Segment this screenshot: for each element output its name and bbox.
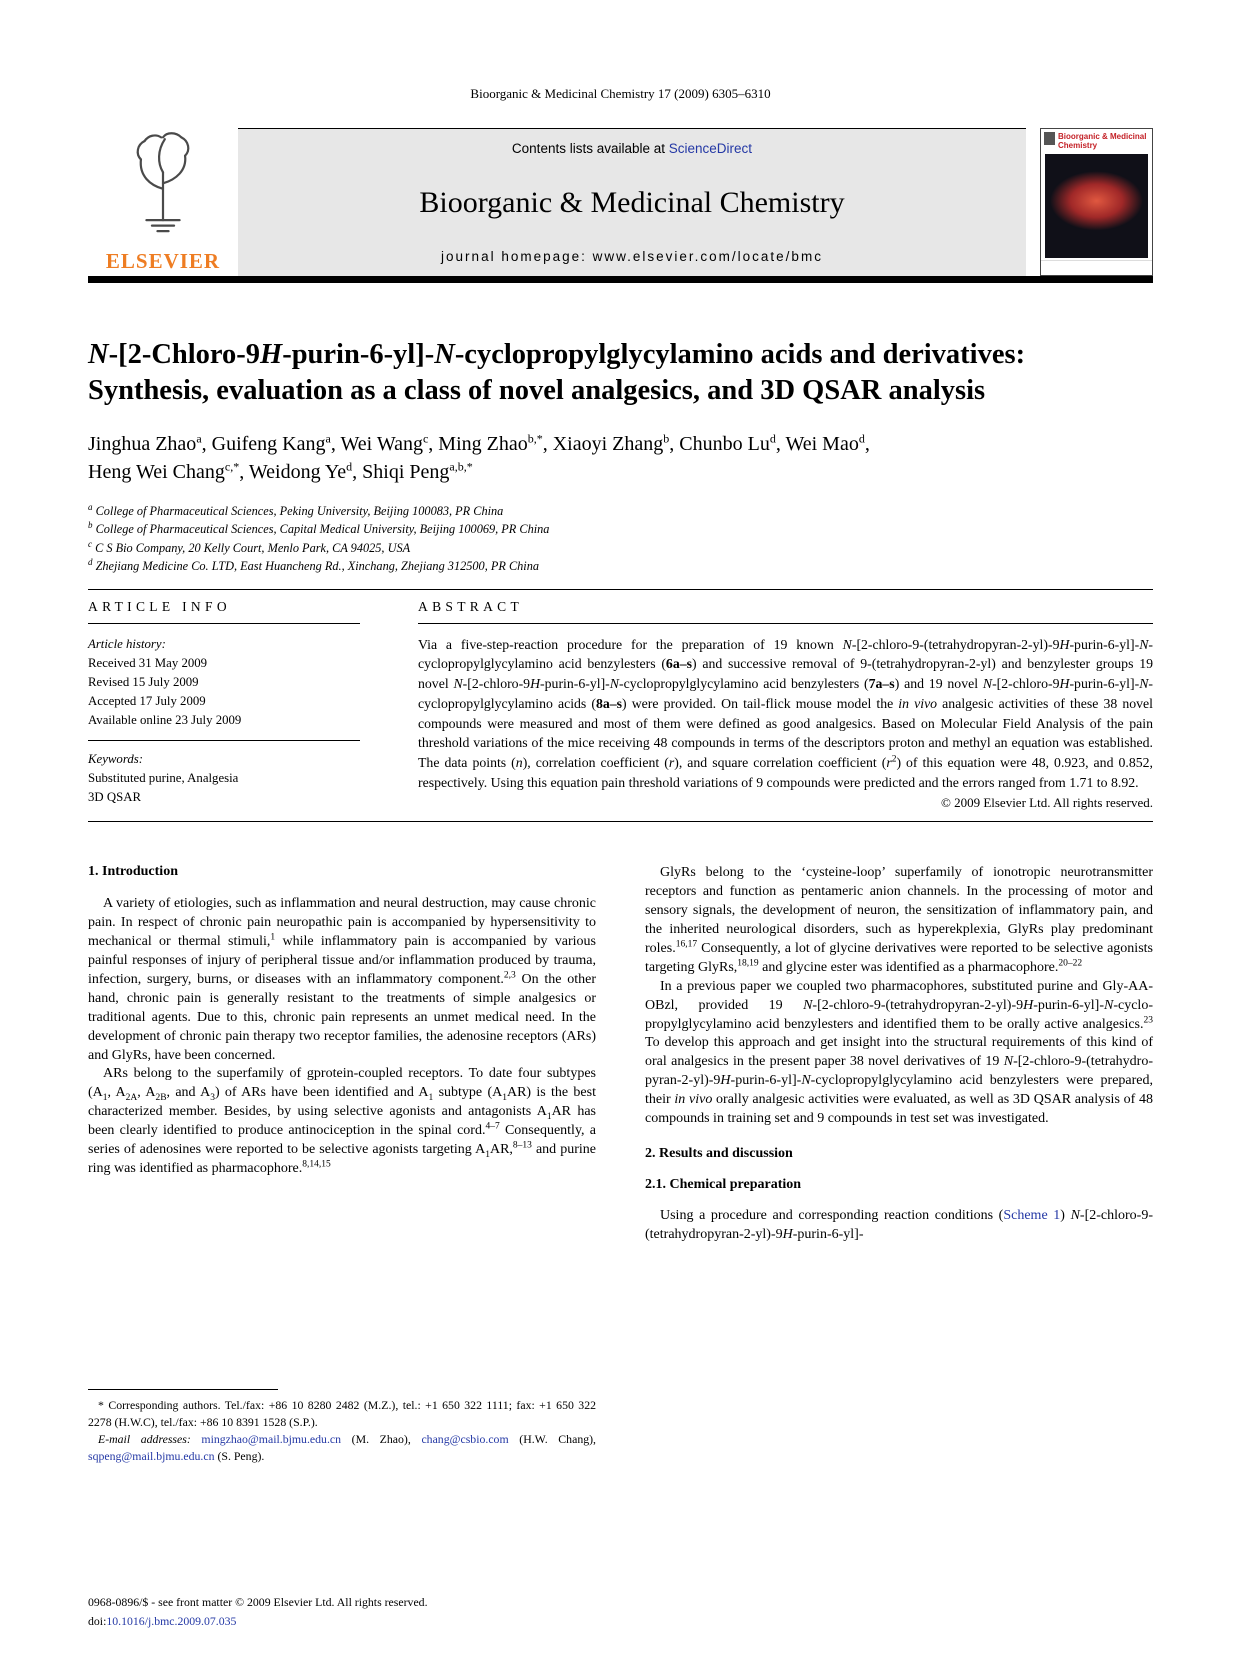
- issn-line: 0968-0896/$ - see front matter © 2009 Elsevier Ltd. All rights reserved.: [88, 1595, 428, 1610]
- article-info-column: [88, 590, 360, 812]
- left-column: [88, 864, 596, 1464]
- affiliation-item: $^b$ College of Pharmaceutical Sciences, Capital Medical University, Beijing 100069, PR China: [88, 520, 550, 537]
- elsevier-logo: [88, 128, 238, 276]
- affiliation-item: $^d$ Zhejiang Medicine Co. LTD, East Huancheng Rd., Xinchang, Zhejiang 312500, PR China: [88, 557, 540, 574]
- affiliation-item: $^c$ C S Bio Company, 20 Kelly Court, Menlo Park, CA 94025, USA: [88, 538, 411, 555]
- footnote-emails: E-mail addresses: mingzhao@mail.bjmu.edu.cn (M. Zhao), chang@csbio.com (H.W. Chang), sqpeng@mail.bjmu.edu.cn (S. Peng).: [88, 1431, 596, 1463]
- history-item: Received 31 May 2009: [88, 655, 208, 670]
- abstract-text: Via a five-step-reaction procedure for the preparation of 19 known N-[2-chloro-9-(tetrahydropyran-2-yl)-9H-purin-6-yl]-N-cyclopropylglycylamino acid benzylesters (6a–s) and successive removal of 9-(tetrahydropyran-2-yl) and benzylester groups 19 novel N-[2-chloro-9H-purin-6-yl]-N-cyclopropylglycylamino acid benzylesters (7a–s) and 19 novel N-[2-chloro-9H-purin-6-yl]-N-cyclopropylglycylamino acids (8a–s) were provided. On tail-flick mouse model the in vivo analgesic activities of these 38 novel compounds were measured and most of them were defined as good analgesics. Based on Molecular Field Analysis of the pain threshold variations of the mice receiving 48 compounds in terms of the descriptors proton and methyl an equation was established. The data points (n), correlation coefficient (r), and square correlation coefficient $(r^2)$ of this equation were 48, 0.923, and 0.852, respectively. Using this equation pain threshold variations of 9 compounds were predicted and the errors ranged from 1.71 to 8.92.: [418, 636, 1153, 790]
- header-divider: [88, 276, 1153, 283]
- right-column: [645, 864, 1153, 1464]
- inline-link[interactable]: 10.1016/j.bmc.2009.07.035: [106, 1613, 237, 1628]
- cover-logo-icon: [1044, 132, 1055, 145]
- article-title: [88, 337, 1153, 410]
- sciencedirect-link[interactable]: ScienceDirect: [668, 141, 753, 156]
- cover-art-image: [1045, 154, 1148, 258]
- history-item: Revised 15 July 2009: [88, 675, 199, 690]
- keywords-block: [88, 750, 360, 808]
- body-paragraph: GlyRs belong to the ‘cysteine-loop’ superfamily of ionotropic neurotransmitter receptors and function as pentameric anion channels. In the processing of motor and sensory signals, the development of neuron, the sensitization of inflammatory pain, and the inherited neurological disorders, such as hyperekplexia, GlyRs play predominant roles.$^{16,17}$ Consequently, a lot of glycine derivatives were reported to be selective agonists targeting GlyRs,$^{18,19}$ and glycine ester was identified as a pharmacophore.$^{20-22}$: [645, 865, 1153, 975]
- article-title-line2: Synthesis, evaluation as a class of novel analgesics, and 3D QSAR analysis: [88, 375, 986, 407]
- affiliations: [88, 502, 1153, 576]
- section-divider-bottom: [88, 821, 1153, 822]
- keywords-label: Keywords:: [88, 751, 143, 766]
- author-list: Jinghua Zhao$^a$, Guifeng Kang$^a$, Wei Wang$^c$, Ming Zhao$^{b,*}$, Xiaoyi Zhang$^b$, Chunbo Lu$^d$, Wei Mao$^d$, Heng Wei Chang$^{c,*}$, Weidong Ye$^d$, Shiqi Peng$^{a,b,*}$: [88, 431, 870, 483]
- history-item: Available online 23 July 2009: [88, 713, 242, 728]
- keyword-item: 3D QSAR: [88, 790, 141, 804]
- article-title-line1: N-[2-Chloro-9H-purin-6-yl]-N-cyclopropylglycylamino acids and derivatives:: [88, 339, 1026, 370]
- body-paragraph: Using a procedure and corresponding reaction conditions (Scheme 1) N-[2-chloro-9-(tetrahydropyran-2-yl)-9H-purin-6-yl]-: [645, 1207, 1153, 1242]
- article-info-heading: ARTICLE INFO: [88, 590, 360, 624]
- history-keywords-divider: [88, 740, 360, 741]
- article-history-block: [88, 635, 360, 731]
- footnote: [88, 1379, 596, 1464]
- intro-heading: 1. Introduction: [88, 864, 178, 880]
- history-item: Accepted 17 July 2009: [88, 694, 206, 709]
- footnote-corresponding: * Corresponding authors. Tel./fax: +86 10 8280 2482 (M.Z.), tel.: +1 650 322 1111; fax: +1 650 322 2278 (H.W.C), tel./fax: +86 10 8391 1528 (S.P.).: [88, 1398, 596, 1430]
- cover-header: [1041, 129, 1152, 152]
- inline-link[interactable]: chang@csbio.com: [421, 1431, 509, 1446]
- info-abstract-section: [88, 590, 1153, 812]
- elsevier-wordmark: ELSEVIER: [105, 249, 221, 273]
- journal-cover-thumbnail: [1040, 128, 1153, 276]
- abstract-column: [418, 590, 1153, 812]
- footnote-divider: [88, 1389, 278, 1390]
- affiliation-item: $^a$ College of Pharmaceutical Sciences, Peking University, Beijing 100083, PR China: [88, 501, 504, 518]
- chem-preparation-heading: 2.1. Chemical preparation: [645, 1176, 802, 1192]
- inline-link[interactable]: Scheme 1: [1003, 1207, 1061, 1223]
- doi-line: doi:10.1016/j.bmc.2009.07.035: [88, 1613, 237, 1628]
- journal-header: [88, 128, 1153, 276]
- journal-name: Bioorganic & Medicinal Chemistry: [419, 185, 845, 219]
- contents-prefix: Contents lists available at: [511, 141, 666, 156]
- inline-link[interactable]: sqpeng@mail.bjmu.edu.cn: [88, 1448, 215, 1463]
- body-paragraph: In a previous paper we coupled two pharmacophores, substituted purine and Gly-AA-OBzl, provided 19 N-[2-chloro-9-(tetrahydropyran-2-yl)-9H-purin-6-yl]-N-cyclo-propylglycylamino acid benzylesters and identified them to be orally active analgesics.$^{23}$ To develop this approach and get insight into the structural requirements of this kind of oral analgesics in the present paper 38 novel derivatives of 19 N-[2-chloro-9-(tetrahydro-pyran-2-yl)-9H-purin-6-yl]-N-cyclopropylglycylamino acid benzylesters were prepared, their in vivo orally analgesic activities were evaluated, as well as 3D QSAR analysis of 48 compounds in training set and 9 compounds in test set was investigated.: [645, 978, 1153, 1127]
- journal-banner: [238, 128, 1026, 276]
- inline-link[interactable]: mingzhao@mail.bjmu.edu.cn: [201, 1431, 342, 1446]
- body-paragraph: A variety of etiologies, such as inflammation and neural destruction, may cause chronic pain. In respect of chronic pain neuropathic pain is accompanied by hypersensitivity to mechanical or thermal stimuli,$^1$ while inflammatory pain is accompanied by various painful responses of injury of peripheral tissue and/or inflammation produced by trauma, infection, surgery, burns, or diseases with an inflammatory component.$^{2,3}$ On the other hand, chronic pain is generally resistant to the treatments of simple analgesics or traditional agents. Due to this, chronic pain represents an unmet medical need. In the development of chronic pain therapy two receptor families, the adenosine receptors (ARs) and GlyRs, have been concerned.: [88, 896, 597, 1063]
- abstract-heading: ABSTRACT: [418, 590, 1153, 624]
- copyright-line: © 2009 Elsevier Ltd. All rights reserved.: [940, 795, 1153, 811]
- journal-citation: Bioorganic & Medicinal Chemistry 17 (2009) 6305–6310: [470, 86, 771, 101]
- body-paragraph: ARs belong to the superfamily of gprotein-coupled receptors. To date four subtypes ($A_1$, $A_{2A}$, $A_{2B}$, and $A_3$) of ARs have been identified and $A_1$ subtype $(A_1AR)$ is the best characterized member. Besides, by using selective agonists and antagonists $A_1AR$ has been clearly identified to produce antinociception in the spinal cord.$^{4-7}$ Consequently, a series of adenosines were reported to be selective agonists targeting $A_1AR,^{8-13}$ and purine ring was identified as pharmacophore.$^{8,14,15}$: [88, 1066, 597, 1176]
- cover-title: Bioorganic & Medicinal Chemistry: [1058, 132, 1147, 151]
- front-matter: [88, 1593, 428, 1630]
- keyword-item: Substituted purine, Analgesia: [88, 770, 239, 785]
- contents-line: [238, 141, 1026, 156]
- elsevier-tree-icon: [117, 130, 209, 238]
- article-history-label: Article history:: [88, 636, 166, 651]
- article-body: [88, 864, 1153, 1464]
- results-heading: 2. Results and discussion: [645, 1145, 793, 1161]
- journal-homepage-link[interactable]: journal homepage: www.elsevier.com/locate/bmc: [441, 249, 823, 264]
- cover-footer: [1041, 260, 1152, 275]
